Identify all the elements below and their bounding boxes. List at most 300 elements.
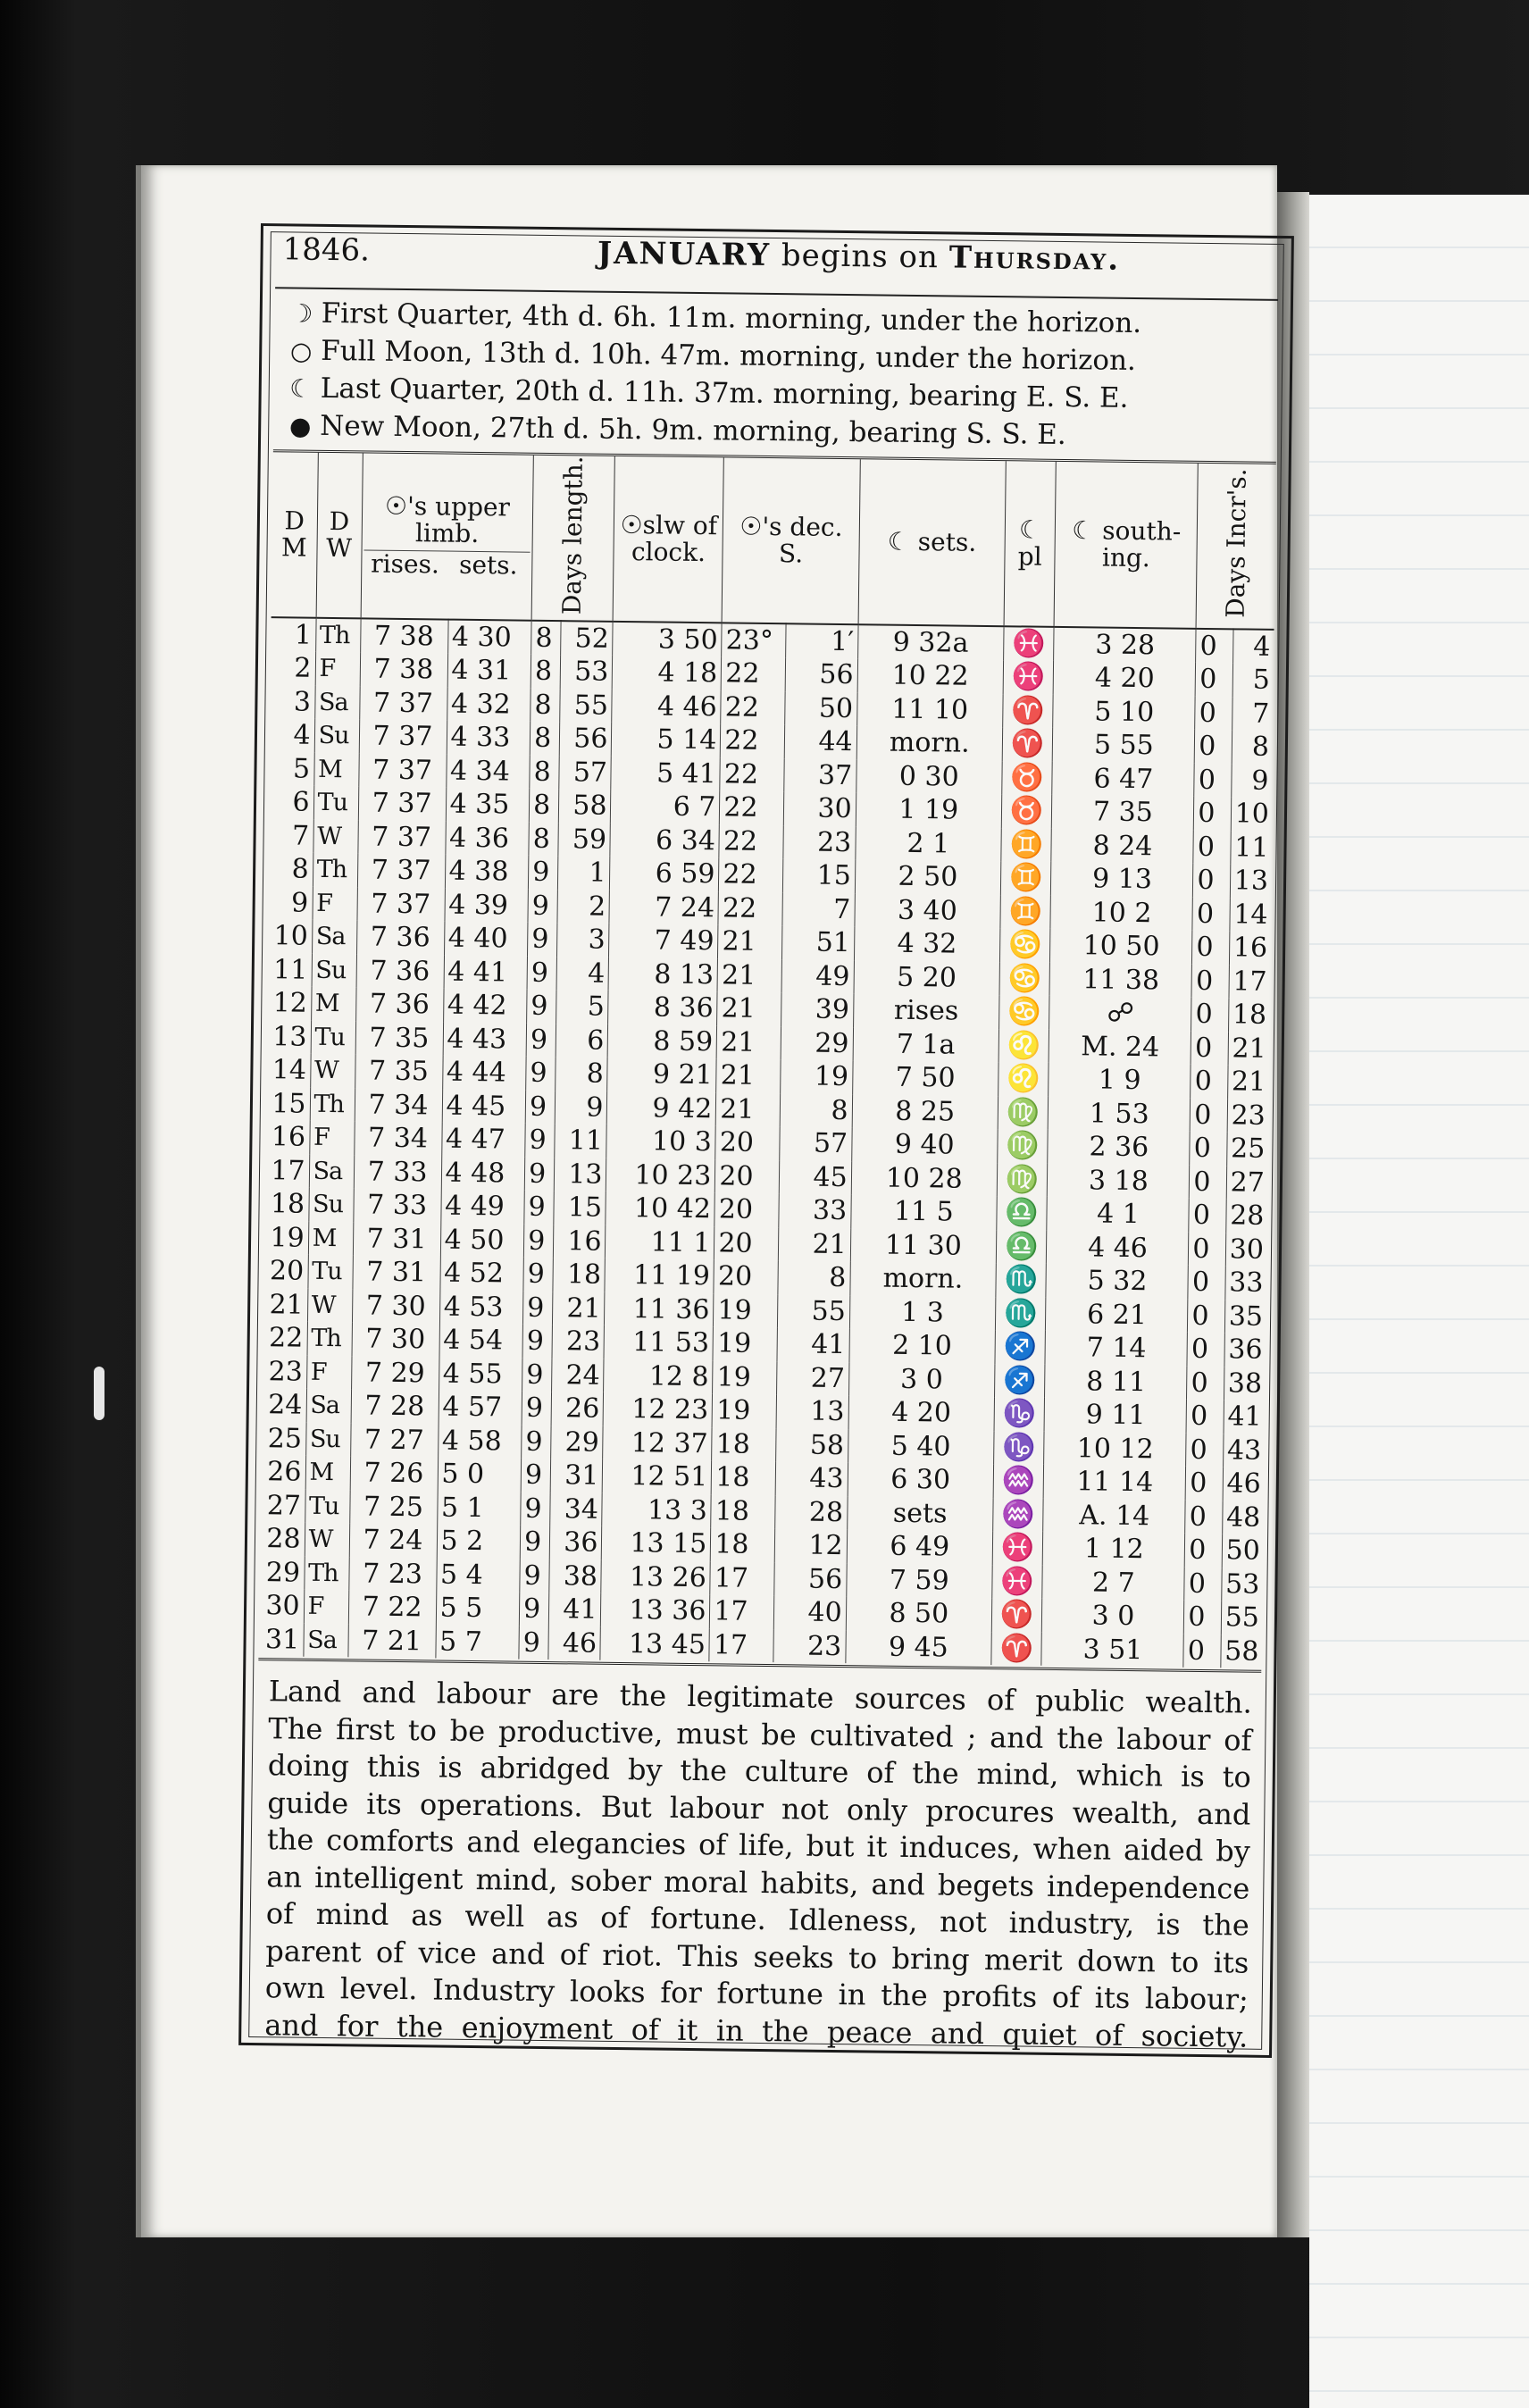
declination-degrees: 21: [717, 992, 781, 1026]
day-of-month: 16: [264, 1121, 310, 1155]
declination-minutes: 43: [775, 1462, 848, 1496]
sun-slow-of-clock: 8 36: [608, 991, 717, 1025]
day-length-hours: 9: [522, 1426, 551, 1459]
declination-minutes: 55: [778, 1294, 850, 1328]
declination-minutes: 56: [774, 1562, 847, 1596]
day-of-month: 8: [268, 853, 313, 887]
declination-minutes: 23: [783, 825, 856, 859]
sun-rises: 7 30: [352, 1323, 439, 1358]
day-of-week: Tu: [311, 1021, 356, 1055]
day-length-minutes: 2: [557, 890, 610, 924]
day-of-week: M: [313, 753, 359, 787]
day-of-week: Th: [304, 1557, 349, 1591]
declination-minutes: 40: [773, 1596, 846, 1630]
sun-sets: 4 35: [446, 788, 530, 823]
days-increase-minutes: 55: [1224, 1601, 1260, 1635]
day-length-minutes: 24: [551, 1359, 604, 1392]
declination-minutes: 12: [774, 1529, 847, 1563]
days-increase-minutes: 21: [1232, 1033, 1266, 1065]
day-of-month: 27: [260, 1489, 305, 1523]
sun-slow-of-clock: 7 49: [609, 924, 718, 958]
sun-rises: 7 21: [347, 1624, 435, 1659]
sun-sets: 4 58: [438, 1424, 522, 1459]
day-of-week: Sa: [314, 686, 360, 720]
moon-southing: 9 11: [1045, 1398, 1187, 1433]
col-sun-rises: rises.: [371, 548, 440, 580]
moon-place-sign-icon: ♌: [998, 1063, 1049, 1097]
days-increase-minutes: 35: [1228, 1300, 1264, 1333]
day-length-hours: 9: [520, 1559, 549, 1593]
day-length-minutes: 11: [554, 1125, 606, 1158]
sun-sets: 4 48: [441, 1156, 525, 1191]
day-length-hours: 9: [521, 1492, 550, 1526]
moon-sets: 6 30: [848, 1463, 994, 1498]
days-increase-hours: 0: [1187, 1333, 1224, 1367]
moon-phases: [273, 288, 1278, 464]
sun-slow-of-clock: 8 59: [608, 1024, 717, 1059]
days-increase-minutes: 23: [1231, 1099, 1266, 1132]
day-of-week: F: [315, 652, 361, 686]
declination-minutes: 44: [784, 725, 856, 759]
day-of-month: 3: [270, 685, 315, 719]
day-of-month: 1: [271, 617, 316, 652]
day-of-week: M: [311, 987, 356, 1021]
sun-slow-of-clock: 5 41: [611, 757, 720, 791]
days-increase-hours: 0: [1185, 1467, 1223, 1501]
moon-southing: 3 0: [1042, 1599, 1184, 1634]
sun-slow-of-clock: 6 7: [611, 790, 720, 824]
sun-sets: 4 54: [439, 1324, 523, 1359]
essay-line: doing this is abridged by the culture of the mind, which is to: [267, 1748, 1252, 1795]
days-increase-hours: 0: [1194, 797, 1232, 831]
day-of-week: Su: [314, 719, 360, 753]
sun-rises: 7 30: [352, 1289, 439, 1324]
declination-degrees: 22: [721, 657, 785, 691]
essay-line: The first to be productive, must be cultivated ; and the labour of: [268, 1711, 1252, 1758]
sun-sets: 5 7: [435, 1625, 519, 1660]
days-increase-hours: 0: [1184, 1601, 1222, 1635]
sun-rises: 7 23: [348, 1557, 436, 1592]
days-increase-minutes: 4: [1252, 631, 1271, 663]
sun-slow-of-clock: 9 21: [607, 1058, 716, 1092]
moon-sets: rises: [853, 994, 999, 1029]
declination-degrees: 18: [712, 1427, 776, 1461]
days-increase-minutes: 8: [1251, 732, 1270, 764]
day-length-hours: 9: [520, 1526, 549, 1559]
days-increase-minutes: 18: [1232, 999, 1267, 1032]
moon-southing: 4 46: [1047, 1231, 1189, 1266]
sun-sets: 4 44: [442, 1056, 526, 1091]
moon-place-sign-icon: ♍: [997, 1163, 1048, 1197]
day-of-week: Sa: [309, 1155, 355, 1189]
day-of-month: 18: [263, 1188, 309, 1222]
days-increase-hours: 0: [1191, 1032, 1228, 1066]
day-of-week: M: [305, 1456, 351, 1490]
moon-phase-text: New Moon, 27th d. 5h. 9m. morning, bearing S. S. E.: [320, 409, 1067, 452]
moon-place-sign-icon: ♑: [994, 1398, 1045, 1432]
day-length-minutes: 58: [558, 790, 611, 824]
declination-degrees: 23°: [722, 623, 786, 657]
day-length-hours: 9: [526, 1057, 556, 1091]
sun-sets: 4 31: [447, 654, 531, 689]
sun-sets: 4 42: [443, 989, 527, 1024]
almanac-frame: [238, 223, 1294, 2058]
declination-minutes: 45: [779, 1160, 851, 1194]
day-length-minutes: 15: [554, 1191, 606, 1225]
day-length-minutes: 52: [560, 621, 613, 656]
essay-line: and for the enjoyment of it in the peace and quiet of society.: [264, 2008, 1249, 2054]
sun-sets: 4 43: [443, 1022, 527, 1057]
scan-speck: [94, 1367, 104, 1420]
sun-sets: 5 2: [437, 1525, 521, 1559]
day-of-month: 7: [268, 819, 313, 853]
day-length-minutes: 18: [553, 1258, 606, 1292]
moon-place-sign-icon: ♓: [992, 1565, 1043, 1599]
sun-sets: 4 45: [442, 1089, 526, 1124]
sun-rises: 7 37: [359, 720, 447, 755]
moon-place-sign-icon: ♉: [1001, 795, 1052, 829]
day-of-month: 31: [258, 1623, 304, 1657]
day-of-week: W: [307, 1289, 353, 1323]
moon-place-sign-icon: ♓: [992, 1532, 1043, 1566]
sun-sets: 5 0: [438, 1458, 522, 1492]
day-length-hours: 9: [522, 1325, 552, 1359]
days-increase-hours: 0: [1195, 663, 1232, 697]
days-increase-hours: 0: [1189, 1199, 1226, 1233]
moon-sets: 5 40: [848, 1429, 994, 1464]
days-increase-hours: 0: [1187, 1367, 1224, 1400]
moon-southing: 1 9: [1049, 1063, 1191, 1098]
sun-slow-of-clock: 11 1: [606, 1225, 714, 1260]
moon-sets: 10 28: [851, 1161, 998, 1196]
day-length-minutes: 1: [557, 857, 610, 890]
moon-southing: A. 14: [1043, 1499, 1185, 1534]
sun-slow-of-clock: 3 50: [613, 622, 722, 657]
moon-southing: 8 24: [1051, 829, 1193, 864]
facing-page: [1309, 195, 1529, 2408]
declination-degrees: 19: [714, 1293, 778, 1327]
days-increase-hours: 0: [1192, 931, 1230, 965]
day-of-month: 11: [267, 953, 313, 987]
sun-rises: 7 36: [355, 988, 443, 1023]
day-length-hours: 9: [527, 990, 556, 1024]
moon-sets: 0 30: [856, 759, 1002, 794]
moon-southing: 10 12: [1044, 1432, 1186, 1467]
day-length-minutes: 23: [552, 1325, 605, 1359]
moon-sets: 7 1a: [853, 1027, 999, 1062]
declination-degrees: 19: [713, 1327, 777, 1361]
sun-rises: 7 27: [350, 1423, 438, 1458]
moon-sets: sets: [847, 1496, 993, 1531]
days-increase-hours: 0: [1191, 998, 1229, 1032]
declination-minutes: 1′: [786, 623, 858, 658]
declination-minutes: 19: [781, 1060, 853, 1094]
day-of-month: 20: [263, 1255, 308, 1289]
day-length-minutes: 36: [549, 1526, 602, 1559]
days-increase-minutes: 28: [1229, 1200, 1265, 1233]
moon-place-sign-icon: ♈: [1002, 728, 1053, 762]
declination-minutes: 8: [778, 1261, 850, 1295]
sun-sets: 4 49: [440, 1190, 524, 1225]
col-sun-sets: sets.: [458, 550, 518, 581]
day-length-minutes: 29: [550, 1426, 603, 1459]
declination-minutes: 7: [782, 892, 855, 926]
moon-place-sign-icon: ♋: [999, 929, 1050, 963]
sun-rises: 7 28: [351, 1390, 439, 1425]
day-of-week: F: [306, 1356, 352, 1390]
days-increase-minutes: 41: [1227, 1400, 1262, 1434]
declination-degrees: 18: [711, 1528, 775, 1562]
declination-minutes: 28: [775, 1495, 848, 1529]
day-length-hours: 9: [525, 1091, 555, 1125]
moon-southing: 2 7: [1042, 1566, 1184, 1601]
day-length-hours: 8: [531, 621, 561, 656]
days-increase-hours: 0: [1193, 864, 1231, 898]
day-of-month: 10: [267, 920, 313, 954]
sun-sets: 4 52: [439, 1257, 523, 1292]
day-length-hours: 8: [531, 655, 560, 689]
day-length-hours: 9: [525, 1124, 555, 1158]
declination-minutes: 49: [781, 959, 854, 993]
day-length-minutes: 41: [548, 1593, 601, 1626]
day-of-month: 4: [270, 719, 315, 753]
moon-southing: 7 35: [1052, 795, 1194, 830]
calendar-body: [258, 617, 1274, 1668]
days-increase-hours: 0: [1192, 898, 1230, 932]
sun-rises: 7 38: [360, 618, 447, 654]
declination-degrees: 21: [717, 958, 781, 992]
sun-rises: 7 25: [349, 1490, 437, 1525]
sun-rises: 7 37: [359, 686, 447, 721]
sun-slow-of-clock: 10 3: [606, 1125, 715, 1159]
sun-rises: 7 33: [353, 1189, 440, 1224]
moon-sets: 7 50: [852, 1061, 998, 1096]
sun-slow-of-clock: 5 14: [612, 723, 721, 757]
sun-slow-of-clock: 11 19: [605, 1258, 714, 1293]
declination-degrees: 21: [716, 1059, 781, 1093]
col-days-increase: Days Incr's.: [1196, 464, 1275, 630]
declination-degrees: 21: [716, 1025, 781, 1059]
day-length-minutes: 26: [551, 1392, 604, 1426]
days-increase-hours: 0: [1185, 1501, 1223, 1534]
days-increase-minutes: 13: [1233, 865, 1269, 898]
day-of-month: 14: [265, 1054, 311, 1088]
sun-sets: 4 33: [447, 721, 531, 756]
day-of-week: W: [310, 1054, 355, 1088]
days-increase-minutes: 58: [1224, 1635, 1259, 1668]
days-increase-hours: 0: [1186, 1434, 1224, 1467]
day-of-month: 6: [269, 786, 314, 820]
essay-line: guide its operations. But labour not only procures wealth, and: [267, 1785, 1251, 1832]
sun-slow-of-clock: 9 42: [607, 1091, 716, 1126]
day-length-minutes: 56: [559, 723, 612, 757]
col-day-of-week: D W: [316, 453, 363, 619]
day-of-week: Tu: [305, 1490, 350, 1524]
sun-rises: 7 37: [357, 820, 445, 855]
sun-rises: 7 31: [353, 1256, 440, 1291]
sun-sets: 5 5: [436, 1592, 520, 1626]
declination-degrees: 17: [710, 1595, 774, 1629]
day-of-week: F: [313, 887, 358, 921]
days-increase-hours: 0: [1190, 1099, 1227, 1133]
moon-place-sign-icon: ♍: [998, 1096, 1049, 1130]
day-of-week: Tu: [307, 1255, 353, 1289]
moon-phase-text: Last Quarter, 20th d. 11h. 37m. morning, bearing E. S. E.: [320, 372, 1129, 414]
sun-sets: 4 53: [439, 1290, 523, 1325]
begins-on-text: begins on: [781, 238, 940, 276]
day-of-week: F: [309, 1121, 355, 1155]
sun-rises: 7 37: [358, 753, 446, 788]
sun-slow-of-clock: 13 45: [600, 1627, 709, 1662]
essay-line: of mind as well as of fortune. Idleness, not industry, is the: [265, 1896, 1250, 1944]
declination-degrees: 22: [720, 791, 784, 825]
day-length-hours: 9: [519, 1626, 548, 1660]
sun-sets: 5 4: [436, 1558, 520, 1593]
days-increase-minutes: 25: [1230, 1133, 1266, 1166]
sun-rises: 7 36: [356, 954, 444, 989]
days-increase-hours: 0: [1195, 730, 1232, 764]
day-of-week: Su: [312, 954, 357, 988]
moon-place-sign-icon: ♑: [993, 1431, 1044, 1465]
moon-sets: 5 20: [854, 960, 1000, 995]
moon-sets: 11 10: [856, 692, 1003, 727]
day-length-hours: 9: [523, 1258, 553, 1292]
sun-limb-label: ☉'s upper limb.: [384, 491, 511, 549]
day-of-week: W: [305, 1523, 350, 1557]
declination-degrees: 20: [714, 1193, 779, 1227]
essay-line: own level. Industry looks for fortune in the profits of its labour;: [264, 1970, 1249, 2018]
sun-slow-of-clock: 13 36: [601, 1593, 710, 1628]
moon-southing: 4 20: [1054, 661, 1196, 696]
moon-phase-text: First Quarter, 4th d. 6h. 11m. morning, under the horizon.: [321, 297, 1142, 340]
day-of-week: Sa: [303, 1624, 348, 1658]
days-increase-minutes: 50: [1225, 1534, 1261, 1568]
declination-minutes: 58: [776, 1428, 848, 1462]
sun-slow-of-clock: 13 15: [602, 1526, 711, 1561]
moon-southing: 9 13: [1051, 862, 1193, 897]
day-length-hours: 9: [528, 923, 557, 957]
declination-minutes: 21: [779, 1227, 851, 1261]
sun-slow-of-clock: 11 36: [605, 1292, 714, 1327]
moon-southing: 11 38: [1049, 963, 1191, 998]
moon-sets: 3 40: [855, 893, 1001, 928]
day-of-week: Su: [305, 1423, 351, 1457]
moon-sets: 7 59: [846, 1563, 992, 1598]
sun-rises: 7 37: [358, 787, 446, 822]
declination-degrees: 22: [719, 858, 783, 892]
declination-minutes: 23: [773, 1629, 846, 1663]
moon-place-sign-icon: ♌: [998, 1029, 1049, 1063]
declination-degrees: 20: [714, 1226, 779, 1260]
moon-southing: 1 53: [1049, 1097, 1191, 1132]
day-length-hours: 9: [523, 1292, 553, 1325]
day-of-week: Sa: [306, 1389, 352, 1423]
moon-place-sign-icon: ♊: [1000, 895, 1051, 929]
days-increase-hours: 0: [1193, 831, 1231, 865]
moon-southing: 2 36: [1048, 1130, 1190, 1165]
day-of-month: 24: [262, 1389, 307, 1423]
moon-southing: 5 10: [1053, 695, 1195, 730]
day-length-minutes: 6: [556, 1024, 608, 1058]
declination-minutes: 30: [783, 792, 856, 826]
last-quarter-moon-icon: ☾: [288, 372, 313, 404]
day-length-hours: 9: [522, 1392, 551, 1426]
sun-rises: 7 37: [357, 854, 445, 889]
day-of-month: 25: [261, 1422, 306, 1456]
essay-line: Land and labour are the legitimate sources of public wealth.: [268, 1674, 1253, 1721]
day-length-hours: 9: [524, 1158, 554, 1191]
moon-sets: 4 20: [848, 1396, 995, 1431]
days-increase-minutes: 17: [1232, 966, 1267, 998]
moon-place-sign-icon: ♈: [1003, 694, 1054, 728]
declination-degrees: 21: [716, 1092, 781, 1126]
sun-rises: 7 38: [360, 653, 447, 688]
sun-sets: 4 39: [444, 888, 528, 923]
day-length-hours: 8: [529, 789, 558, 823]
moon-southing: 8 11: [1045, 1365, 1187, 1400]
sun-sets: 4 34: [446, 754, 530, 789]
full-moon-icon: ○: [289, 335, 313, 366]
first-quarter-moon-icon: ☽: [290, 297, 313, 329]
declination-minutes: 50: [785, 691, 857, 725]
days-increase-minutes: 46: [1226, 1467, 1261, 1501]
sun-rises: 7 29: [351, 1356, 439, 1391]
sun-rises: 7 31: [353, 1222, 440, 1257]
sun-slow-of-clock: 12 8: [604, 1359, 713, 1394]
sun-slow-of-clock: 6 34: [610, 824, 719, 858]
sun-rises: 7 34: [355, 1088, 442, 1123]
days-increase-minutes: 7: [1252, 698, 1270, 730]
day-length-minutes: 55: [559, 689, 612, 723]
sun-slow-of-clock: 6 59: [610, 857, 719, 891]
moon-southing: 3 18: [1048, 1164, 1190, 1199]
day-length-minutes: 8: [555, 1058, 607, 1091]
day-of-week: M: [308, 1222, 354, 1256]
day-length-minutes: 34: [549, 1492, 602, 1526]
day-length-hours: 9: [523, 1225, 553, 1258]
sun-rises: 7 22: [348, 1591, 436, 1626]
day-of-month: 12: [266, 987, 312, 1021]
sun-rises: 7 33: [354, 1155, 441, 1190]
sun-rises: 7 37: [357, 887, 445, 922]
declination-degrees: 21: [718, 925, 782, 959]
sun-slow-of-clock: 11 53: [604, 1325, 713, 1360]
days-increase-minutes: 14: [1233, 899, 1268, 931]
moon-sets: 9 45: [846, 1630, 992, 1665]
day-length-minutes: 31: [550, 1459, 603, 1492]
sun-rises: 7 35: [355, 1021, 443, 1056]
days-increase-minutes: 30: [1229, 1233, 1265, 1266]
days-increase-minutes: 43: [1226, 1434, 1262, 1467]
day-length-hours: 9: [529, 856, 558, 890]
moon-southing: 5 32: [1046, 1264, 1188, 1299]
day-length-hours: 9: [528, 890, 557, 924]
sun-rises: 7 34: [354, 1122, 441, 1157]
declination-minutes: 57: [780, 1127, 852, 1161]
day-of-week: F: [304, 1590, 349, 1624]
moon-place-sign-icon: ♓: [1003, 626, 1054, 661]
day-of-month: 15: [265, 1087, 311, 1121]
sun-slow-of-clock: 8 13: [609, 957, 718, 992]
moon-sets: 9 32a: [857, 624, 1004, 660]
moon-sets: 2 50: [855, 860, 1001, 895]
moon-sets: 1 3: [849, 1295, 996, 1330]
col-day-of-month: D M: [272, 452, 318, 618]
day-length-hours: 8: [530, 722, 559, 756]
sun-slow-of-clock: 10 42: [606, 1191, 714, 1226]
moon-place-sign-icon: ♊: [1000, 862, 1051, 896]
day-of-month: 19: [263, 1221, 309, 1255]
